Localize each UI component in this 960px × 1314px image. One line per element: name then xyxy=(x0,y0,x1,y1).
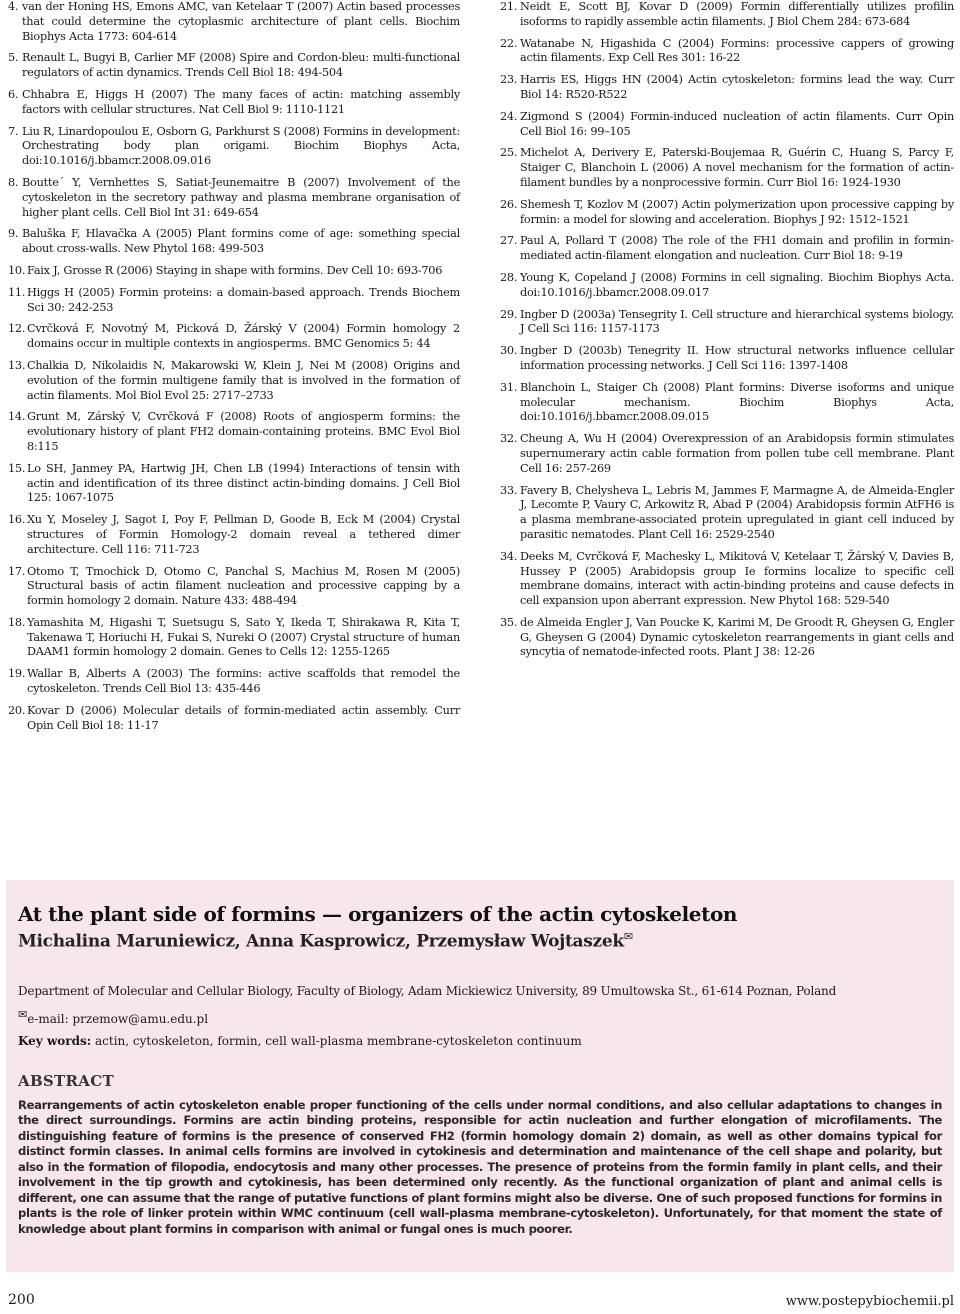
reference-text: Paul A, Pollard T (2008) The role of the FH1 domain and profilin in formin-mediated actin-filament elongation and nucleation. Curr Biol 18: 9-19 xyxy=(520,234,954,263)
references-column-left xyxy=(8,0,460,740)
reference-text: Neidt E, Scott BJ, Kovar D (2009) Formin differentially utilizes profilin isoforms to rapidly assemble actin filaments. J Biol Chem 284: 673-684 xyxy=(520,0,954,28)
reference-text: Michelot A, Derivery E, Paterski-Boujemaa R, Guérin C, Huang S, Parcy F, Staiger C, Blanchoin L (2006) A novel mechanism for the formation of actin-filament bundles by a nonprocessive formin. Curr Biol 16: 1924-1930 xyxy=(520,146,954,189)
reference-item xyxy=(500,37,954,67)
reference-text: Harris ES, Higgs HN (2004) Actin cytoskeleton: formins lead the way. Curr Biol 14: R520-R522 xyxy=(520,73,954,101)
reference-number: 17. xyxy=(8,564,26,578)
reference-text: Cheung A, Wu H (2004) Overexpression of an Arabidopsis formin stimulates supernumerary actin cable formation from pollen tube cell membrane. Plant Cell 16: 257-269 xyxy=(520,432,954,475)
reference-item xyxy=(500,0,954,30)
reference-text: Yamashita M, Higashi T, Suetsugu S, Sato Y, Ikeda T, Shirakawa R, Kita T, Takenawa T, Horiuchi H, Fukai S, Nureki O (2007) Crystal structure of human DAAM1 formin homology 2 domain. Genes to Cells 12: 1255-1265 xyxy=(27,615,460,659)
reference-item xyxy=(8,410,460,454)
reference-text: Grunt M, Zárský V, Cvrčková F (2008) Roots of angiosperm formins: the evolutionary history of plant FH2 domain-containing proteins. BMC Evol Biol 8:115 xyxy=(27,410,460,453)
reference-item xyxy=(500,271,954,301)
reference-item xyxy=(500,234,954,264)
reference-number: 31. xyxy=(500,380,518,394)
reference-item xyxy=(8,704,460,734)
references-column-right xyxy=(500,0,954,667)
reference-item xyxy=(8,227,460,257)
authors-names: Michalina Maruniewicz, Anna Kasprowicz, Przemysław Wojtaszek xyxy=(18,931,624,952)
reference-number: 20. xyxy=(8,703,26,717)
reference-text: Cvrčková F, Novotný M, Picková D, Žárský V (2004) Formin homology 2 domains occur in multiple contexts in angiosperms. BMC Genomics 5: 44 xyxy=(27,322,460,351)
reference-item xyxy=(500,381,954,425)
reference-item xyxy=(500,110,954,140)
reference-item xyxy=(8,176,460,220)
reference-text: Xu Y, Moseley J, Sagot I, Poy F, Pellman D, Goode B, Eck M (2004) Crystal structures of Formin Homology-2 domain reveal a tethered dimer architecture. Cell 116: 711-723 xyxy=(27,513,460,556)
author-affiliation: Department of Molecular and Cellular Biology, Faculty of Biology, Adam Mickiewicz University, 89 Umultowska St., 61-614 Poznan, Poland xyxy=(18,983,837,998)
reference-text: Young K, Copeland J (2008) Formins in cell signaling. Biochim Biophys Acta. doi:10.1016/j.bbamcr.2008.09.017 xyxy=(520,270,954,299)
reference-item xyxy=(8,322,460,352)
reference-item xyxy=(500,73,954,103)
reference-text: Favery B, Chelysheva L, Lebris M, Jammes F, Marmagne A, de Almeida-Engler J, Lecomte P, Vaury C, Arkowitz R, Abad P (2004) Arabidopsis formin AtFH6 is a plasma membrane-associated protein upregulated in giant cell induced by parasitic nematodes. Plant Cell 16: 2529-2540 xyxy=(520,483,954,541)
author-email xyxy=(18,1008,942,1026)
reference-text: Boutte´ Y, Vernhettes S, Satiat-Jeunemaitre B (2007) Involvement of the cytoskeleton in the secretory pathway and plasma membrane organisation of higher plant cells. Cell Biol Int 31: 649-654 xyxy=(22,175,460,219)
reference-item xyxy=(8,88,460,118)
reference-number: 22. xyxy=(500,36,518,50)
reference-text: Higgs H (2005) Formin proteins: a domain-based approach. Trends Biochem Sci 30: 242-253 xyxy=(27,285,460,314)
reference-item xyxy=(8,51,460,81)
reference-number: 11. xyxy=(8,285,26,299)
reference-number: 13. xyxy=(8,358,26,372)
reference-number: 32. xyxy=(500,432,518,446)
reference-number: 34. xyxy=(500,549,518,563)
abstract-text: Rearrangements of actin cytoskeleton enable proper functioning of the cells under normal conditions, and also cellular adaptations to changes in the direct surroundings. Formins are actin binding proteins, responsible for actin nucleation and further elongation of microfilaments. The distinguishing feature of formins is the presence of conserved FH2 (formin homology domain 2) domain, as well as other domains typical for distinct formin classes. In animal cells formins are involved in cytokinesis and determination and maintenance of the cell shape and polarity, but also in the formation of filopodia, endocytosis and many other processes. The presence of proteins from the formin family in plant cells, and their involvement in the tip growth and cytokinesis, has been determined only recently. As the functional organization of plant and animal cells is different, one can assume that the range of putative functions of plant formins might also be diverse. One of such proposed functions for formins in plants is the role of linker protein within WMC continuum (cell wall-plasma membrane-cytoskeleton). Unfortunately, for that moment the state of knowledge about plant formins in comparison with animal or fungal ones is much poorer. xyxy=(18,1097,942,1236)
reference-text: Faix J, Grosse R (2006) Staying in shape with formins. Dev Cell 10: 693-706 xyxy=(27,263,443,277)
reference-number: 4. xyxy=(8,0,19,13)
footer-url[interactable]: www.postepybiochemii.pl xyxy=(785,1294,954,1309)
reference-item xyxy=(500,484,954,543)
page-number: 200 xyxy=(8,1292,35,1308)
reference-text: Zigmond S (2004) Formin-induced nucleation of actin filaments. Curr Opin Cell Biol 16: 99–105 xyxy=(520,109,954,138)
reference-text: Lo SH, Janmey PA, Hartwig JH, Chen LB (1994) Interactions of tensin with actin and identification of its three distinct actin-binding domains. J Cell Biol 125: 1067-1075 xyxy=(27,461,460,505)
reference-item xyxy=(8,667,460,697)
reference-text: Ingber D (2003a) Tensegrity I. Cell structure and hierarchical systems biology. J Cell Sci 116: 1157-1173 xyxy=(520,307,954,336)
abstract-heading: ABSTRACT xyxy=(18,1071,114,1090)
reference-number: 19. xyxy=(8,667,26,681)
reference-number: 24. xyxy=(500,109,518,123)
reference-item xyxy=(500,308,954,338)
email-text[interactable]: e-mail: przemow@amu.edu.pl xyxy=(27,1011,209,1026)
reference-item xyxy=(500,432,954,476)
reference-item xyxy=(8,286,460,316)
reference-number: 16. xyxy=(8,513,26,527)
reference-number: 26. xyxy=(500,197,518,211)
reference-number: 8. xyxy=(8,175,19,189)
reference-item xyxy=(8,359,460,403)
reference-text: Kovar D (2006) Molecular details of formin-mediated actin assembly. Curr Opin Cell Biol 18: 11-17 xyxy=(27,703,460,732)
article-authors xyxy=(18,930,942,952)
keywords-label: Key words: xyxy=(18,1033,92,1048)
reference-text: Ingber D (2003b) Tenegrity II. How structural networks influence cellular information processing networks. J Cell Sci 116: 1397-1408 xyxy=(520,344,954,372)
reference-number: 10. xyxy=(8,263,26,277)
reference-text: Watanabe N, Higashida C (2004) Formins: processive cappers of growing actin filaments. Exp Cell Res 301: 16-22 xyxy=(520,36,954,65)
reference-text: Renault L, Bugyi B, Carlier MF (2008) Spire and Cordon-bleu: multi-functional regulators of actin dynamics. Trends Cell Biol 18: 494-504 xyxy=(22,51,460,80)
reference-number: 6. xyxy=(8,87,19,101)
keywords xyxy=(18,1034,942,1048)
reference-text: Chalkia D, Nikolaidis N, Makarowski W, Klein J, Nei M (2008) Origins and evolution of the formin multigene family that is involved in the formation of actin filaments. Mol Biol Evol 25: 2717–2733 xyxy=(27,358,460,402)
reference-number: 18. xyxy=(8,615,26,629)
reference-number: 29. xyxy=(500,307,518,321)
reference-item xyxy=(500,550,954,609)
reference-number: 12. xyxy=(8,322,26,336)
reference-text: van der Honing HS, Emons AMC, van Ketelaar T (2007) Actin based processes that could determine the cytoplasmic architecture of plant cells. Biochim Biophys Acta 1773: 604-614 xyxy=(22,0,460,43)
reference-text: Shemesh T, Kozlov M (2007) Actin polymerization upon processive capping by formin: a model for slowing and acceleration. Biophys J 92: 1512–1521 xyxy=(520,197,954,226)
envelope-icon: ✉ xyxy=(623,930,633,943)
reference-item xyxy=(500,616,954,660)
reference-text: Blanchoin L, Staiger Ch (2008) Plant formins: Diverse isoforms and unique molecular mechanism. Biochim Biophys Acta, doi:10.1016/j.bbamcr.2008.09.015 xyxy=(520,380,954,424)
reference-item xyxy=(8,0,460,44)
reference-text: Deeks M, Cvrčková F, Machesky L, Mikitová V, Ketelaar T, Žárský V, Davies B, Hussey P (2005) Arabidopsis group Ie formins localize to specific cell membrane domains, interact with actin-binding proteins and cause defects in cell expansion upon aberrant expression. New Phytol 168: 529-540 xyxy=(520,549,954,608)
reference-text: Otomo T, Tmochick D, Otomo C, Panchal S, Machius M, Rosen M (2005) Structural basis of actin filament nucleation and processive capping by a formin homology 2 domain. Nature 433: 488-494 xyxy=(27,564,460,608)
reference-item xyxy=(8,513,460,557)
reference-item xyxy=(500,146,954,190)
reference-item xyxy=(500,198,954,228)
reference-text: Liu R, Linardopoulou E, Osborn G, Parkhurst S (2008) Formins in development: Orchestrating body plan origami. Biochim Biophys Acta, doi:10.1016/j.bbamcr.2008.09.016 xyxy=(22,124,460,168)
reference-number: 30. xyxy=(500,344,518,358)
article-abstract-box xyxy=(6,880,954,1272)
reference-item xyxy=(8,565,460,609)
reference-text: Baluška F, Hlavačka A (2005) Plant formins come of age: something special about cross-walls. New Phytol 168: 499-503 xyxy=(22,227,460,256)
reference-number: 23. xyxy=(500,73,518,87)
reference-number: 5. xyxy=(8,51,19,65)
reference-item xyxy=(8,462,460,506)
reference-text: Wallar B, Alberts A (2003) The formins: active scaffolds that remodel the cytoskeleton. Trends Cell Biol 13: 435-446 xyxy=(27,667,460,696)
reference-number: 33. xyxy=(500,483,518,497)
reference-item xyxy=(500,344,954,374)
keywords-text: actin, cytoskeleton, formin, cell wall-plasma membrane-cytoskeleton continuum xyxy=(91,1033,582,1048)
reference-number: 28. xyxy=(500,270,518,284)
reference-text: de Almeida Engler J, Van Poucke K, Karimi M, De Groodt R, Gheysen G, Engler G, Gheysen G (2004) Dynamic cytoskeleton rearrangements in giant cells and syncytia of nematode-infected roots. Plant J 38: 12-26 xyxy=(520,615,954,659)
reference-item xyxy=(8,125,460,169)
reference-text: Chhabra E, Higgs H (2007) The many faces of actin: matching assembly factors with cellular structures. Nat Cell Biol 9: 1110-1121 xyxy=(22,87,460,116)
reference-item xyxy=(8,264,460,279)
reference-number: 35. xyxy=(500,615,518,629)
reference-number: 9. xyxy=(8,227,19,241)
envelope-icon: ✉ xyxy=(18,1007,28,1021)
reference-number: 7. xyxy=(8,124,19,138)
reference-item xyxy=(8,616,460,660)
reference-number: 27. xyxy=(500,234,518,248)
reference-number: 25. xyxy=(500,146,518,160)
reference-number: 21. xyxy=(500,0,518,13)
article-title: At the plant side of formins — organizers of the actin cytoskeleton xyxy=(18,902,738,926)
reference-number: 15. xyxy=(8,461,26,475)
reference-number: 14. xyxy=(8,410,26,424)
